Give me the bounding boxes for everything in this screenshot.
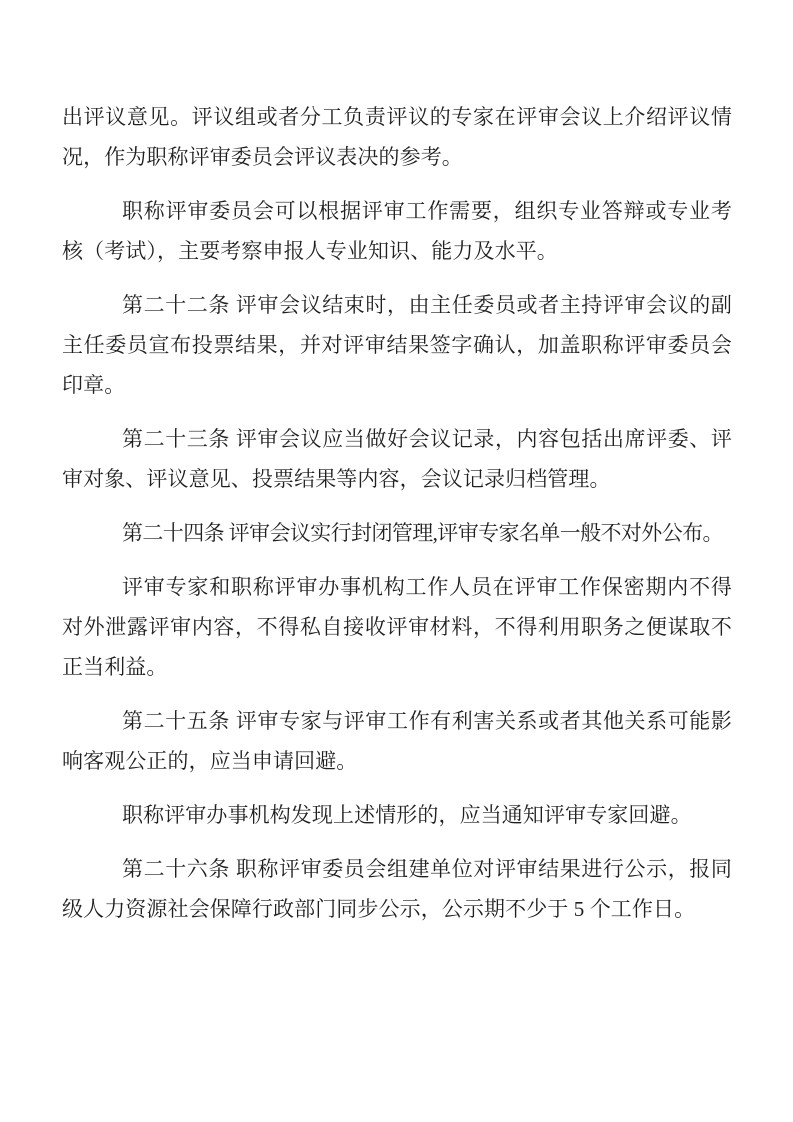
paragraph-article-23: 第二十三条 评审会议应当做好会议记录，内容包括出席评委、评审对象、评议意见、投票结果等内容，会议记录归档管理。 xyxy=(62,427,732,491)
paragraph-article-22: 第二十二条 评审会议结束时，由主任委员或者主持评审会议的副主任委员宣布投票结果，并对评审结果签字确认，加盖职称评审委员会印章。 xyxy=(62,293,732,397)
paragraph-recusal-notice: 职称评审办事机构发现上述情形的，应当通知评审专家回避。 xyxy=(122,803,692,827)
paragraph-continuation: 出评议意见。评议组或者分工负责评议的专家在评审会议上介绍评议情况，作为职称评审委员会评议表决的参考。 xyxy=(62,105,732,169)
paragraph-committee-defense: 职称评审委员会可以根据评审工作需要，组织专业答辩或专业考核（考试），主要考察申报人专业知识、能力及水平。 xyxy=(62,199,732,263)
paragraph-article-24: 第二十四条 评审会议实行封闭管理,评审专家名单一般不对外公布。 xyxy=(122,521,723,545)
paragraph-article-25: 第二十五条 评审专家与评审工作有利害关系或者其他关系可能影响客观公正的，应当申请回避。 xyxy=(62,709,732,773)
paragraph-article-26: 第二十六条 职称评审委员会组建单位对评审结果进行公示，报同级人力资源社会保障行政部门同步公示，公示期不少于 5 个工作日。 xyxy=(62,857,732,921)
paragraph-confidentiality: 评审专家和职称评审办事机构工作人员在评审工作保密期内不得对外泄露评审内容，不得私自接收评审材料，不得利用职务之便谋取不正当利益。 xyxy=(62,575,732,679)
